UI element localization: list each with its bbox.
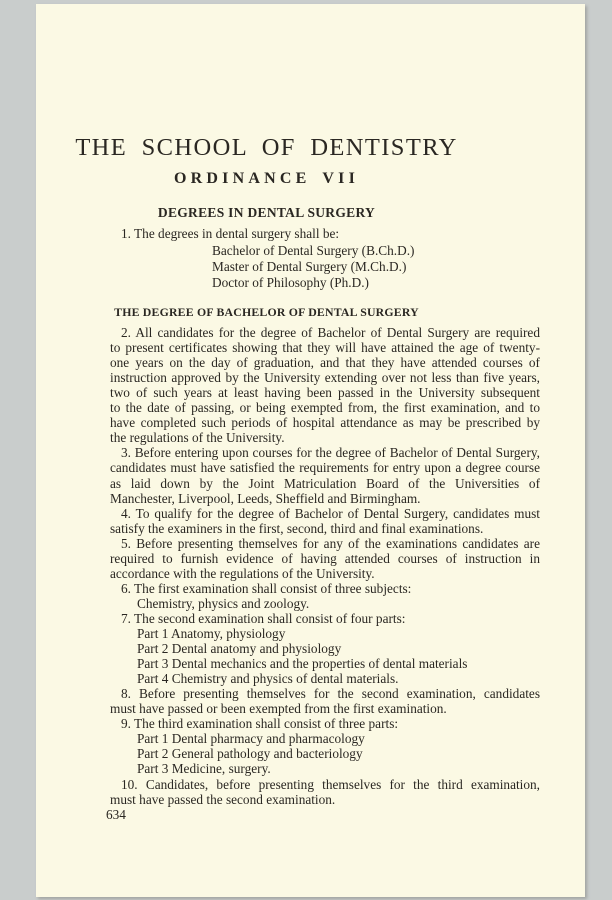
ordinance-line: must have passed the second examination. (110, 791, 336, 807)
ordinance-line: two of such years at least having been passed in the University subsequent (110, 385, 540, 401)
ordinance-line: required to furnish evidence of having attended courses of instruction in (110, 550, 540, 566)
ordinance-line: 6. The first examination shall consist of three subjects: (121, 580, 412, 596)
degree-item: Master of Dental Surgery (M.Ch.D.) (212, 259, 407, 274)
ordinance-line: 9. The third examination shall consist of three parts: (121, 716, 399, 732)
page-number: 634 (106, 807, 126, 822)
degree-item: Bachelor of Dental Surgery (B.Ch.D.) (212, 243, 415, 258)
ordinance-line: the regulations of the University. (110, 430, 285, 446)
ordinance-line: have completed such periods of hospital attendance as may be prescribed by (110, 415, 540, 431)
ordinance-line: 4. To qualify for the degree of Bachelor of Dental Surgery, candidates must (121, 505, 540, 521)
ordinance-line: accordance with the regulations of the University. (110, 565, 375, 581)
ordinance-line: Part 1 Anatomy, physiology (137, 626, 286, 641)
ordinance-line: Part 4 Chemistry and physics of dental materials. (137, 671, 399, 687)
ordinance-heading: ORDINANCE VII (174, 170, 359, 187)
ordinance-line: candidates must have satisfied the requirements for entry upon a degree course (110, 460, 540, 476)
ordinance-line: Chemistry, physics and zoology. (137, 595, 310, 611)
ordinance-line: satisfy the examiners in the first, second, third and final examinations. (110, 520, 484, 536)
document-title: THE SCHOOL OF DENTISTRY (75, 134, 458, 161)
ordinance-line: Part 2 Dental anatomy and physiology (137, 641, 342, 657)
ordinance-line: Manchester, Liverpool, Leeds, Sheffield and Birmingham. (110, 490, 421, 506)
ordinance-line: as laid down by the Joint Matriculation Board of the Universities of (110, 475, 540, 491)
ordinance-line: instruction approved by the University extending over not less than five years, (110, 370, 540, 386)
section-heading-bachelor: THE DEGREE OF BACHELOR OF DENTAL SURGERY (114, 305, 419, 319)
ordinance-line: Part 3 Medicine, surgery. (137, 761, 271, 777)
ordinance-line: Part 2 General pathology and bacteriology (137, 746, 363, 762)
ordinance-line: 7. The second examination shall consist of four parts: (121, 610, 406, 626)
ordinance-line: one years on the day of graduation, and that they have attended courses of (110, 355, 540, 371)
ordinance-line: 5. Before presenting themselves for any of the examinations candidates are (121, 535, 540, 551)
ordinance-line: 8. Before presenting themselves for the second examination, candidates (121, 686, 540, 702)
clause-1: 1. The degrees in dental surgery shall be: (121, 226, 340, 241)
ordinance-line: 3. Before entering upon courses for the degree of Bachelor of Dental Surgery, (121, 445, 540, 461)
ordinance-line: to present certificates showing that they will have attained the age of twenty- (110, 340, 540, 356)
ordinance-line: to the date of passing, or being exempted from, the first examination, and to (110, 400, 540, 416)
ordinance-line: Part 3 Dental mechanics and the properties of dental materials (137, 656, 468, 672)
degree-item: Doctor of Philosophy (Ph.D.) (212, 275, 369, 290)
ordinance-line: must have passed or been exempted from the first examination. (110, 701, 447, 717)
section-heading-degrees: DEGREES IN DENTAL SURGERY (157, 205, 376, 220)
ordinance-line: Part 1 Dental pharmacy and pharmacology (137, 731, 365, 747)
ordinance-line: 2. All candidates for the degree of Bachelor of Dental Surgery are required (121, 325, 540, 340)
ordinance-line: 10. Candidates, before presenting themselves for the third examination, (121, 776, 540, 792)
